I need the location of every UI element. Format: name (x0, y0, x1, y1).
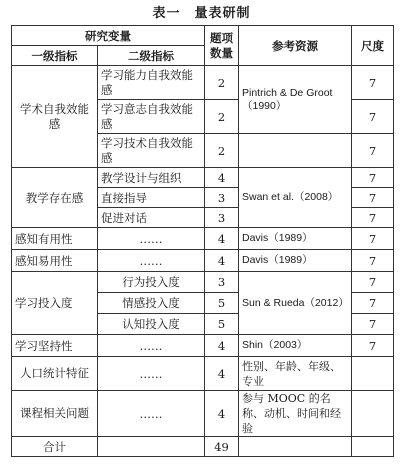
scale-cell: 7 (352, 250, 394, 272)
count-cell: 3 (205, 272, 239, 293)
scale-cell: 7 (352, 134, 394, 168)
count-cell: 3 (205, 208, 239, 228)
total-count: 49 (205, 437, 239, 457)
level1-cell: 学术自我效能感 (12, 66, 98, 168)
scale-cell: 7 (352, 272, 394, 293)
level2-cell: …… (98, 391, 205, 437)
level2-cell: 情感投入度 (98, 293, 205, 314)
level2-cell: 学习意志自我效能感 (98, 100, 205, 134)
level2-cell: 学习能力自我效能感 (98, 66, 205, 100)
reference-cell: Shin（2003） (239, 335, 352, 357)
level2-cell: …… (98, 335, 205, 357)
count-cell: 2 (205, 134, 239, 168)
header-item-count: 题项数量 (205, 26, 239, 66)
scale-cell: 7 (352, 228, 394, 250)
level2-cell: 直接指导 (98, 188, 205, 208)
scale-development-table (11, 25, 394, 457)
level2-cell: …… (98, 228, 205, 250)
count-cell: 4 (205, 357, 239, 391)
count-cell: 2 (205, 100, 239, 134)
header-level2: 二级指标 (98, 46, 205, 66)
table-caption: 表一 量表研制 (152, 6, 251, 21)
scale-cell: 7 (352, 188, 394, 208)
header-level1: 一级指标 (12, 46, 98, 66)
scale-cell: 7 (352, 208, 394, 228)
scale-cell: 7 (352, 66, 394, 100)
total-empty-cell (352, 437, 394, 457)
count-cell: 4 (205, 168, 239, 188)
scale-cell: 7 (352, 100, 394, 134)
level1-cell: 人口统计特征 (12, 357, 98, 391)
reference-cell: Sun & Rueda（2012） (239, 272, 352, 335)
reference-cell: Davis（1989） (239, 228, 352, 250)
count-cell: 5 (205, 314, 239, 335)
level1-cell: 教学存在感 (12, 168, 98, 228)
count-cell: 3 (205, 188, 239, 208)
scale-cell: 7 (352, 314, 394, 335)
count-cell: 5 (205, 293, 239, 314)
level2-cell: 教学设计与组织 (98, 168, 205, 188)
total-row (12, 437, 394, 457)
reference-cell: Swan et al.（2008） (239, 168, 352, 228)
level1-cell: 学习投入度 (12, 272, 98, 335)
level2-cell: …… (98, 250, 205, 272)
level2-cell: 促进对话 (98, 208, 205, 228)
count-cell: 4 (205, 391, 239, 437)
scale-cell: 7 (352, 293, 394, 314)
scale-cell (352, 391, 394, 437)
level1-cell: 学习坚持性 (12, 335, 98, 357)
count-cell: 2 (205, 66, 239, 100)
header-reference: 参考资源 (239, 26, 352, 66)
reference-cell: Pintrich & De Groot（1990） (239, 66, 352, 134)
count-cell: 4 (205, 228, 239, 250)
total-empty-cell (239, 437, 352, 457)
scale-cell: 7 (352, 168, 394, 188)
count-cell: 4 (205, 335, 239, 357)
table-row (12, 66, 394, 100)
header-scale: 尺度 (352, 26, 394, 66)
level2-cell: 认知投入度 (98, 314, 205, 335)
total-empty-cell (98, 437, 205, 457)
table-row (12, 357, 394, 391)
reference-cell-empty (239, 134, 352, 168)
level2-cell: …… (98, 357, 205, 391)
count-cell: 4 (205, 250, 239, 272)
table-row (12, 250, 394, 272)
level1-cell: 课程相关问题 (12, 391, 98, 437)
level1-cell: 感知易用性 (12, 250, 98, 272)
scale-cell (352, 357, 394, 391)
table-row (12, 168, 394, 188)
level1-cell: 感知有用性 (12, 228, 98, 250)
total-label: 合计 (12, 437, 98, 457)
scale-cell: 7 (352, 335, 394, 357)
table-row (12, 335, 394, 357)
header-research-variable: 研究变量 (12, 26, 205, 46)
table-row (12, 272, 394, 293)
reference-cell: 参与 MOOC 的名称、动机、时间和经验 (239, 391, 352, 437)
table-row (12, 391, 394, 437)
reference-cell: 性别、年龄、年级、专业 (239, 357, 352, 391)
table-row (12, 228, 394, 250)
level2-cell: 学习技术自我效能感 (98, 134, 205, 168)
level2-cell: 行为投入度 (98, 272, 205, 293)
reference-cell: Davis（1989） (239, 250, 352, 272)
